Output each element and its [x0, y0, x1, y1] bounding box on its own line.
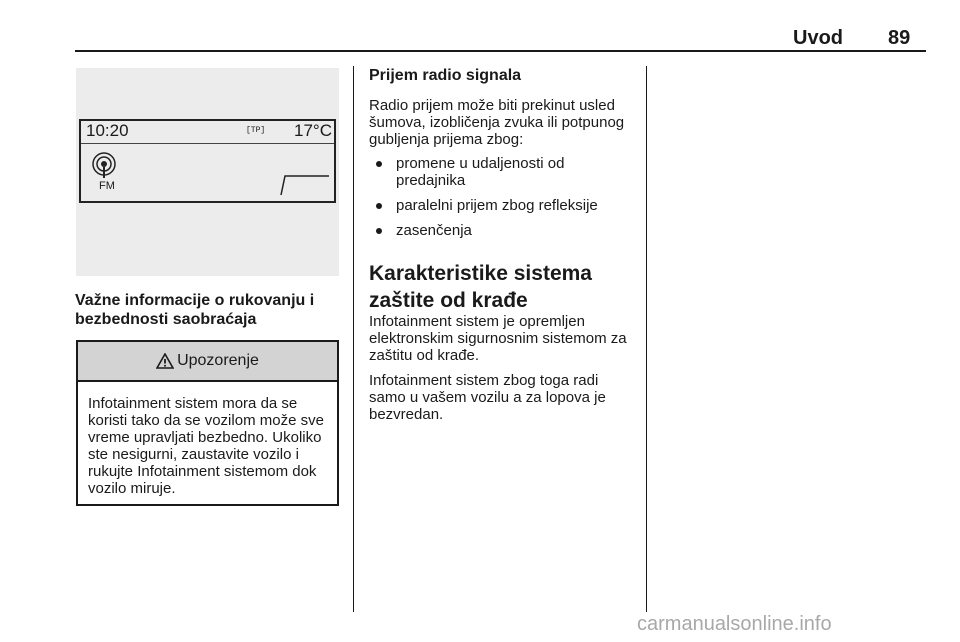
warning-header: [78, 342, 337, 382]
warning-text: Infotainment sistem mora da se koristi tako da se vozilom može sve vreme upravljati bezbedno. Ukoliko ste nesigurni, zaustavite vozilo i rukujte Infotainment sistemom dok vozilo miruje.: [88, 395, 324, 497]
list-item: promene u udaljenosti od predajnika: [369, 155, 637, 189]
watermark: carmanualsonline.info: [637, 613, 832, 635]
reception-heading: Prijem radio signala: [369, 67, 522, 84]
list-item: zasenčenja: [369, 222, 637, 239]
display-time: 10:20: [86, 121, 129, 140]
warning-box: [76, 340, 339, 506]
tp-indicator: [TP]: [246, 126, 266, 135]
page-number: 89: [888, 27, 911, 49]
reception-intro: Radio prijem može biti prekinut usled šumova, izobličenja zvuka ili potpunog gubljenja prijema zbog:: [369, 97, 625, 148]
band-label: FM: [99, 180, 115, 192]
infotainment-display-illustration: [76, 68, 339, 276]
warning-triangle-icon: [156, 353, 174, 369]
display-temperature: 17°C: [294, 121, 332, 140]
warning-title: Upozorenje: [177, 352, 259, 369]
anti-theft-heading: Karakteristike sistema zaštite od krađe: [369, 262, 592, 312]
display-divider: [81, 143, 334, 144]
column-divider-right: [646, 66, 647, 612]
signal-strength-icon: [279, 175, 331, 202]
reception-causes-list: [369, 155, 637, 247]
header-rule: [75, 50, 926, 52]
anti-theft-paragraph-2: Infotainment sistem zbog toga radi samo u vašem vozilu a za lopova je bezvredan.: [369, 372, 606, 423]
anti-theft-paragraph-1: Infotainment sistem je opremljen elektronskim sigurnosnim sistemom za zaštitu od krađe.: [369, 313, 627, 364]
section-title: Uvod: [793, 27, 843, 49]
list-item: paralelni prijem zbog refleksije: [369, 197, 637, 214]
column-divider-left: [353, 66, 354, 612]
display-screen: [79, 119, 336, 203]
safety-heading: Važne informacije o rukovanju i bezbednosti saobraćaja: [75, 292, 315, 328]
